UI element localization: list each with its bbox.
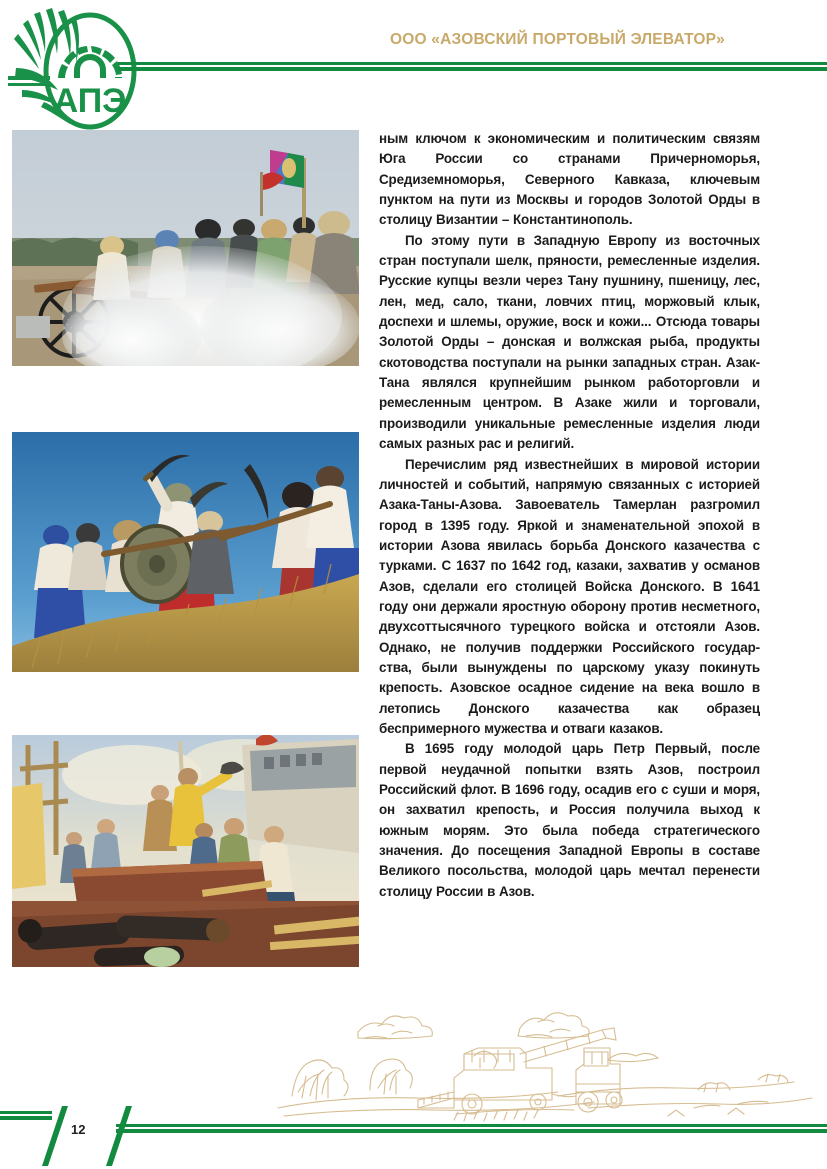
article-text-column <box>379 129 760 902</box>
photo-peter-the-great-shipyard-painting <box>12 735 359 967</box>
header-divider-rule <box>118 62 827 71</box>
paragraph-2: По этому пути в Западную Европу из восточных стран поступали шелк, пряности, ремесленные изделия. Русские купцы везли через Тану пушнину, пшеницу, лес, лен, мед, сало, ткани, ловчих птиц, моржовый клык, доспехи и шлемы, оружие, воск и кожи... Отсюда товары Золотой Орды – донская и волжская рыба, продукты скотоводства поступали на рынки западных стран. Азак-Тана являлся крупнейшим рынком работорговли и ремесленным центром. В Азаке жили и торговали, производили уникальные ремесленные изделия люди самых разных рас и религий. <box>379 232 760 452</box>
header-rule-line-bottom <box>118 67 827 71</box>
photo-cossack-reenactment-cannon <box>12 130 359 366</box>
page-footer <box>0 1098 827 1169</box>
page-header <box>0 0 827 140</box>
photo-cossack-battle-reenactment <box>12 432 359 672</box>
page-number: 12 <box>71 1122 86 1137</box>
company-name: ООО «АЗОВСКИЙ ПОРТОВЫЙ ЭЛЕВАТОР» <box>390 31 725 48</box>
paragraph-1: ным ключом к экономическим и политическим связям Юга России со странами Причерноморья, Средиземноморья, Северного Кавказа, ключевым пунктом на пути из Москвы и городов Золотой Орды в столицу Византии – Константинополь. <box>379 131 760 228</box>
paragraph-4: В 1695 году молодой царь Петр Первый, после первой неудачной попытки взять Азов, построил Российский флот. В 1696 году, осадив его с суши и моря, он захватил крепость, и Россия получила выход к южным морям. Это была победа стратегического значения. До посещения Западной Европы в составе Великого посольства, молодой царь мечтал перенести столицу России в Азов. <box>379 741 760 899</box>
paragraph-3: Перечислим ряд известнейших в мировой истории личностей и событий, напрямую связанных с историей Азака-Таны-Азова. Завоеватель Тамерлан разгромил город в 1395 году. Яркой и знаменательной эпохой в истории Азова явилась борьба Донского казачества с турками. С 1637 по 1642 год, казаки, захватив у османов Азов, сделали его столицей Войска Донского. В 1641 году они держали яростную оборону против несметного, двухсоттысячного турецкого войска и отстояли Азов. Однако, не получив поддержки Российского государ-ства, были вынуждены по царскому указу покинуть крепость. Азовское осадное сидение на века вошло в летопись Донского казачества как образец беспримерного мужества и отваги казаков. <box>379 456 760 736</box>
logo-letters: АПЭ <box>53 82 127 120</box>
header-rule-line-top <box>118 62 827 65</box>
